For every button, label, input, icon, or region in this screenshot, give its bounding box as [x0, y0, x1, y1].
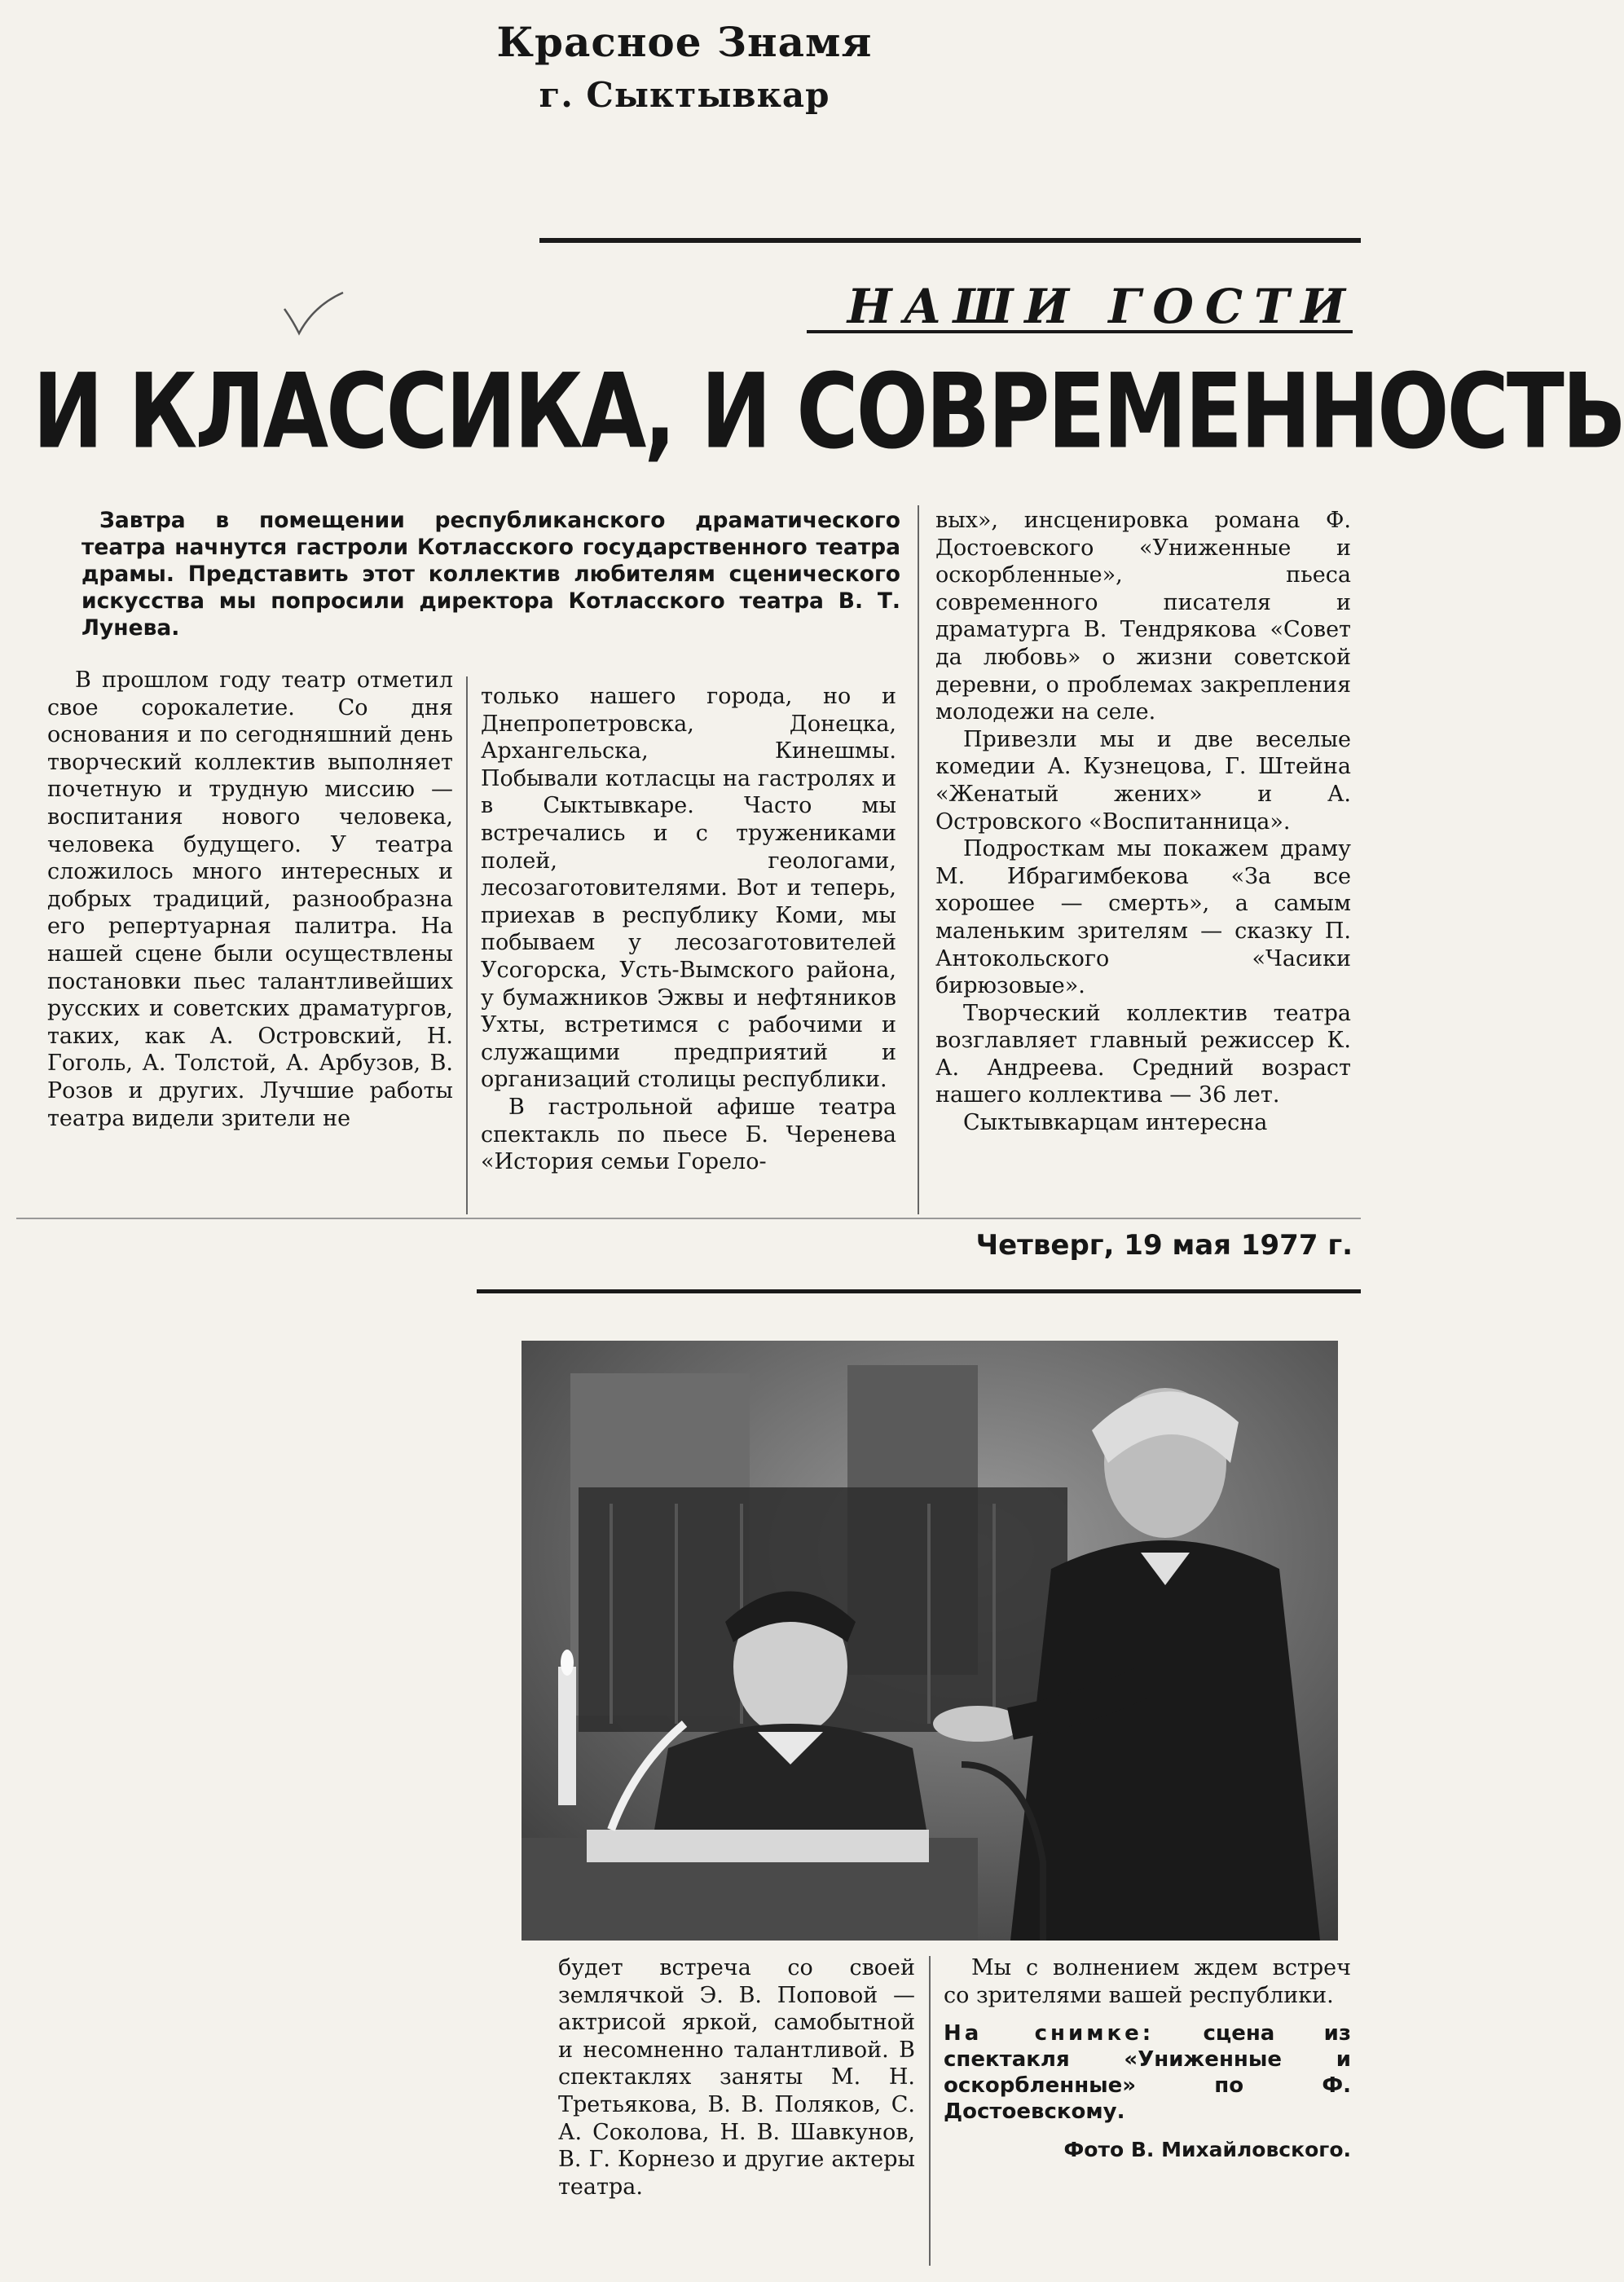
caption-text: сцена из спектакля «Униженные и оскорбленные» по Ф. Достоевскому. — [944, 2021, 1351, 2125]
paragraph: Мы с волнением ждем встреч со зрителями вашей республики. — [944, 1955, 1351, 2008]
date-rule — [477, 1289, 1361, 1293]
article-column-2 — [481, 683, 896, 1176]
paragraph: будет встреча со своей землячкой Э. В. Поповой — актрисой яркой, самобытной и несомненно талантливой. В спектаклях заняты М. Н. Третьякова, В. В. Поляков, С. А. Соколова, Н. В. Шавкунов, В. Г. Корнезо и другие актеры театра. — [558, 1955, 915, 2200]
clipping-edge — [16, 1218, 1361, 1219]
stage-scene-photo — [522, 1341, 1338, 1941]
paragraph: только нашего города, но и Днепропетровска, Донецка, Архангельска, Кинешмы. Побывали котласцы на гастролях и в Сыктывкаре. Часто мы встречались и с тружениками полей, геологами, лесозаготовителями. Вот и теперь, приехав в республику Коми, мы побываем у лесозаготовителей Усогорска, Усть-Вымского района, у бумажников Эжвы и нефтяников Ухты, встретимся с рабочими и служащими предприятий и организаций столицы республики. — [481, 684, 896, 1093]
article-column-1 — [47, 667, 453, 1132]
headline: И КЛАССИКА, И СОВРЕМЕННОСТЬ — [33, 350, 1624, 472]
paragraph: Сыктывкарцам интересна — [963, 1110, 1268, 1136]
top-rule — [539, 238, 1361, 243]
rubric: НАШИ ГОСТИ — [847, 279, 1357, 334]
photo-caption — [944, 2020, 1351, 2125]
column-divider — [918, 505, 919, 1214]
article-column-4 — [558, 1954, 915, 2200]
paragraph: В прошлом году театр отметил свое сорокалетие. Со дня основания и по сегодняшний день творческий коллектив выполняет почетную и трудную миссию — воспитания нового человека, человека будущего. У театра сложилось много интересных и добрых традиций, разнообразна его репертуарная палитра. На нашей сцене были осуществлены постановки пьес талантливейших русских и советских драматургов, таких, как А. Островский, Н. Гоголь, А. Толстой, А. Арбузов, В. Розов и других. Лучшие работы театра видели зрители не — [47, 667, 453, 1131]
column-divider — [929, 1956, 931, 2266]
paragraph: В гастрольной афише театра спектакль по пьесе Б. Черенева «История семьи Горело- — [481, 1094, 896, 1175]
lead-paragraph: Завтра в помещении республиканского драматического театра начнутся гастроли Котласского государственного театра драмы. Представить этот коллектив любителям сценического искусства мы попросили директора Котласского театра В. Т. Лунева. — [81, 508, 900, 641]
checkmark-icon — [281, 289, 346, 338]
column-divider — [466, 676, 468, 1214]
paragraph: Привезли мы и две веселые комедии А. Кузнецова, Г. Штейна «Женатый жених» и А. Островского «Воспитанница». — [935, 726, 1351, 835]
photo-illustration — [522, 1341, 1338, 1941]
article-column-5 — [944, 1954, 1351, 2164]
photo-credit: Фото В. Михайловского. — [1063, 2138, 1351, 2162]
caption-label: На снимке: — [944, 2021, 1155, 2046]
paragraph: Подросткам мы покажем драму М. Ибрагимбекова «За все хорошее — смерть», а самым маленьким зрителям — сказку П. Антокольского «Часики бирюзовые». — [935, 836, 1351, 999]
paragraph: Творческий коллектив театра возглавляет главный режиссер К. А. Андреева. Средний возраст нашего коллектива — 36 лет. — [935, 1000, 1351, 1108]
article-column-3 — [935, 507, 1351, 1137]
dateline: Четверг, 19 мая 1977 г. — [975, 1229, 1353, 1262]
newspaper-city: г. Сыктывкар — [539, 75, 830, 115]
newspaper-name: Красное Знамя — [496, 18, 873, 66]
paragraph: вых», инсценировка романа Ф. Достоевского «Униженные и оскорбленные», пьеса современного писателя и драматурга В. Тендрякова «Совет да любовь» о жизни советской деревни, о проблемах закрепления молодежи на селе. — [935, 508, 1351, 725]
